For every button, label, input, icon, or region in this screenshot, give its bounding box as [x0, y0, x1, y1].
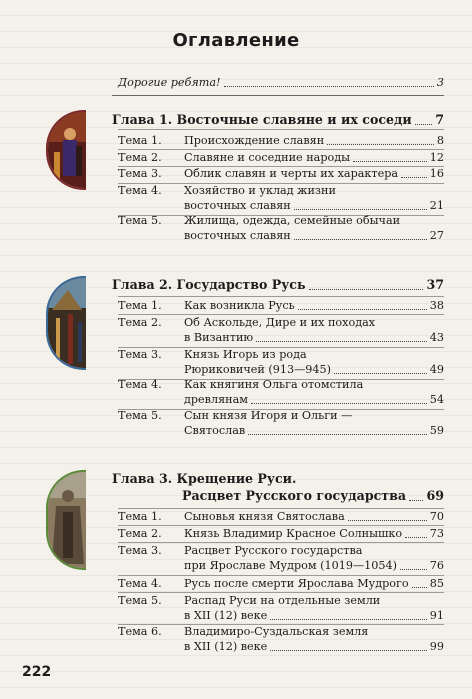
- dot-leader: [405, 537, 427, 538]
- topic-label: Тема 6.: [118, 625, 162, 638]
- toc-entry-ch3-topic2[interactable]: [118, 526, 444, 541]
- toc-entry-ch3-topic3[interactable]: [118, 543, 444, 573]
- toc-page: 38: [429, 299, 444, 312]
- toc-entry-ch2-topic1[interactable]: [118, 298, 444, 313]
- toc-entry-ch2-topic3[interactable]: [118, 347, 444, 377]
- topic-label: Тема 5.: [118, 409, 162, 422]
- dot-leader: [401, 177, 427, 178]
- toc-entry-ch2-topic4[interactable]: [118, 377, 444, 407]
- toc-page: 54: [429, 393, 444, 406]
- toc-page: 16: [429, 167, 444, 180]
- dot-leader: [294, 239, 427, 240]
- dot-leader: [415, 124, 432, 125]
- topic-label: Тема 1.: [118, 510, 162, 523]
- toc-page: 49: [429, 363, 444, 376]
- topic-label: Тема 2.: [118, 527, 162, 540]
- dot-leader: [256, 341, 427, 342]
- topic-label: Тема 1.: [118, 134, 162, 147]
- toc-page: 85: [429, 577, 444, 590]
- toc-page: 8: [436, 134, 444, 147]
- toc-entry-ch3-topic5[interactable]: [118, 593, 444, 623]
- topic-title: Князь Владимир Красное Солнышко: [184, 527, 403, 540]
- toc-page: 91: [429, 609, 444, 622]
- topic-title: Жилища, одежда, семейные обычаи: [184, 214, 401, 227]
- divider: [118, 129, 444, 130]
- topic-title: Распад Руси на отдельные земли: [184, 594, 381, 607]
- chapter-2-heading[interactable]: [112, 276, 444, 293]
- topic-title-cont: Святослав: [184, 424, 246, 437]
- chapter-1-illustration: [46, 110, 86, 190]
- topic-title: Хозяйство и уклад жизни: [184, 184, 336, 197]
- toc-entry-ch1-topic1[interactable]: [118, 133, 444, 148]
- toc-page: 99: [429, 640, 444, 653]
- dot-leader: [334, 373, 427, 374]
- dot-leader: [353, 161, 427, 162]
- toc-entry-ch3-topic6[interactable]: [118, 624, 444, 654]
- toc-entry-ch1-topic2[interactable]: [118, 150, 444, 165]
- dot-leader: [348, 520, 427, 521]
- topic-label: Тема 3.: [118, 348, 162, 361]
- topic-title: Происхождение славян: [184, 134, 325, 147]
- toc-entry-ch2-topic2[interactable]: [118, 315, 444, 345]
- toc-page: 69: [426, 488, 444, 503]
- topic-title: Русь после смерти Ярослава Мудрого: [184, 577, 409, 590]
- toc-entry-ch1-topic5[interactable]: [118, 213, 444, 243]
- chapter-2-illustration: [46, 276, 86, 370]
- dot-leader: [224, 86, 434, 87]
- chapter-1-heading[interactable]: [112, 111, 444, 128]
- toc-page: 43: [429, 331, 444, 344]
- topic-title: Владимиро-Суздальская земля: [184, 625, 369, 638]
- topic-title: Расцвет Русского государства: [184, 544, 363, 557]
- chapter-title: Глава 2. Государство Русь: [112, 277, 306, 292]
- dot-leader: [327, 144, 434, 145]
- topic-title-cont: в Византию: [184, 331, 254, 344]
- dot-leader: [248, 434, 427, 435]
- topic-label: Тема 2.: [118, 151, 162, 164]
- toc-page: 7: [435, 112, 444, 127]
- chapter-title: Глава 1. Восточные славяне и их соседи: [112, 112, 412, 127]
- dot-leader: [294, 209, 427, 210]
- page-number: 222: [22, 664, 52, 680]
- toc-entry-ch3-topic4[interactable]: [118, 576, 444, 591]
- topic-title-cont: при Ярославе Мудром (1019—1054): [184, 559, 398, 572]
- topic-label: Тема 3.: [118, 544, 162, 557]
- toc-page: 21: [429, 199, 444, 212]
- toc-page: 3: [436, 76, 444, 89]
- toc-page: 37: [426, 277, 444, 292]
- topic-title-cont: Рюриковичей (913—945): [184, 363, 332, 376]
- chapter-title: Глава 3. Крещение Руси.: [112, 471, 297, 486]
- dot-leader: [270, 619, 426, 620]
- toc-page: 12: [429, 151, 444, 164]
- toc-page: 73: [429, 527, 444, 540]
- toc-entry-intro[interactable]: [118, 75, 444, 90]
- toc-page: 76: [429, 559, 444, 572]
- toc-entry-label: Дорогие ребята!: [118, 76, 221, 89]
- topic-label: Тема 5.: [118, 214, 162, 227]
- dot-leader: [298, 309, 427, 310]
- toc-page: 59: [429, 424, 444, 437]
- chapter-3-illustration: [46, 470, 86, 570]
- topic-title: Сыновья князя Святослава: [184, 510, 345, 523]
- topic-label: Тема 3.: [118, 167, 162, 180]
- divider: [118, 296, 444, 297]
- topic-title: Как княгиня Ольга отомстила: [184, 378, 364, 391]
- topic-title: Как возникла Русь: [184, 299, 295, 312]
- divider: [112, 95, 444, 96]
- topic-title-cont: восточных славян: [184, 199, 291, 212]
- topic-title: Славяне и соседние народы: [184, 151, 351, 164]
- chapter-title-cont: Расцвет Русского государства: [182, 488, 407, 503]
- toc-entry-ch1-topic3[interactable]: [118, 166, 444, 181]
- toc-page: 27: [429, 229, 444, 242]
- topic-title: Облик славян и черты их характера: [184, 167, 399, 180]
- dot-leader: [251, 403, 427, 404]
- topic-label: Тема 4.: [118, 184, 162, 197]
- topic-label: Тема 5.: [118, 594, 162, 607]
- topic-label: Тема 4.: [118, 577, 162, 590]
- topic-title: Об Аскольде, Дире и их походах: [184, 316, 376, 329]
- chapter-3-heading[interactable]: [112, 470, 444, 504]
- topic-title-cont: в XII (12) веке: [184, 609, 268, 622]
- dot-leader: [309, 289, 424, 290]
- toc-page: 70: [429, 510, 444, 523]
- topic-label: Тема 2.: [118, 316, 162, 329]
- topic-label: Тема 4.: [118, 378, 162, 391]
- page-title: Оглавление: [172, 30, 300, 51]
- toc-entry-ch3-topic1[interactable]: [118, 509, 444, 524]
- topic-title-cont: восточных славян: [184, 229, 291, 242]
- dot-leader: [412, 587, 427, 588]
- topic-title-cont: в XII (12) веке: [184, 640, 268, 653]
- topic-title: Сын князя Игоря и Ольги —: [184, 409, 353, 422]
- topic-title-cont: древлянам: [184, 393, 248, 406]
- dot-leader: [270, 650, 426, 651]
- toc-entry-ch2-topic5[interactable]: [118, 408, 444, 438]
- toc-entry-ch1-topic4[interactable]: [118, 183, 444, 213]
- dot-leader: [400, 569, 427, 570]
- dot-leader: [409, 500, 423, 501]
- topic-label: Тема 1.: [118, 299, 162, 312]
- topic-title: Князь Игорь из рода: [184, 348, 307, 361]
